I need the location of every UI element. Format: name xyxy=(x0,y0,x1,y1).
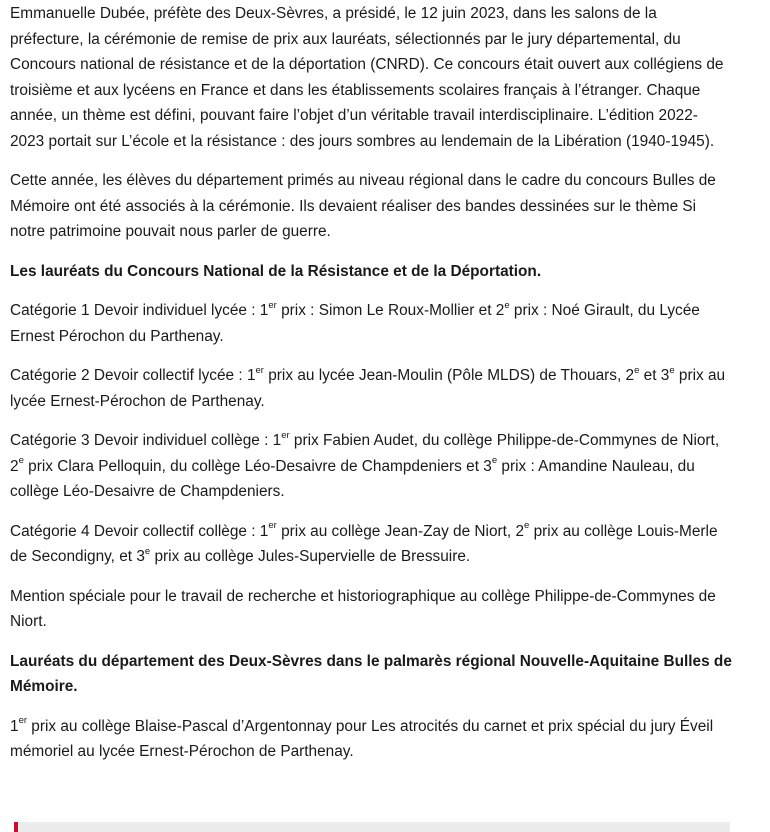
bulles-laureates-heading: Lauréats du département des Deux-Sèvres dans le palmarès régional Nouvelle-Aquitaine Bulles de Mémoire. xyxy=(10,652,732,695)
cat4-sup-3: e xyxy=(144,545,151,557)
cat4-text-1: Catégorie 4 Devoir collectif collège : 1 xyxy=(10,522,269,540)
bulles-sup-1: er xyxy=(18,715,28,727)
article-body xyxy=(10,0,732,779)
cat4-sup-1: er xyxy=(268,520,277,532)
cat2-sup-2: e xyxy=(634,364,640,376)
cat2-sup-3: e xyxy=(669,364,675,376)
cat2-text-3: et 3 xyxy=(639,367,670,384)
cat4-text-3: prix au collège Louis-Merle de Secondigny, et 3 xyxy=(10,522,718,565)
next-section-bar xyxy=(14,822,730,832)
cat2-text-2: prix au lycée Jean-Moulin (Pôle MLDS) de Thouars, 2 xyxy=(263,367,635,384)
cat2-text-1: Catégorie 2 Devoir collectif lycée : 1 xyxy=(10,367,256,384)
category-3-paragraph xyxy=(10,428,732,505)
cat4-text-2: prix au collège Jean-Zay de Niort, 2 xyxy=(276,522,525,540)
bulles-prize-paragraph xyxy=(10,714,732,765)
bulles-text-1: prix au collège Blaise-Pascal d’Argentonnay pour Les atrocités du carnet et prix spécial du jury Éveil mémoriel au lycée Ernest-Pérochon de Parthenay. xyxy=(10,717,714,760)
cat3-sup-3: e xyxy=(491,455,498,467)
bulles-paragraph: Cette année, les élèves du département primés au niveau régional dans le cadre du concours Bulles de Mémoire ont été associés à la cérémonie. Ils devaient réaliser des bandes dessinées sur le thème Si notre patrimoine pouvait nous parler de guerre. xyxy=(10,172,716,240)
cat2-text-4: prix au lycée Ernest-Pérochon de Parthenay. xyxy=(10,367,726,410)
cat3-text-1: Catégorie 3 Devoir individuel collège : 1 xyxy=(10,432,282,449)
cat3-text-4: prix : Amandine Nauleau, du collège Léo-Desaivre de Champdeniers. xyxy=(10,457,695,500)
cat4-sup-2: e xyxy=(524,520,530,532)
category-4-paragraph xyxy=(10,519,732,570)
cat4-text-4: prix au collège Jules-Supervielle de Bressuire. xyxy=(150,548,471,565)
cat2-sup-1: er xyxy=(255,364,264,376)
cat1-sup-2: e xyxy=(504,299,510,311)
cat3-text-3: prix Clara Pelloquin, du collège Léo-Desaivre de Champdeniers et 3 xyxy=(23,457,492,475)
cat3-sup-1: er xyxy=(281,429,290,441)
category-2-paragraph xyxy=(10,363,732,414)
cnrd-laureates-heading: Les lauréats du Concours National de la Résistance et de la Déportation. xyxy=(10,262,542,280)
cat1-text-1: Catégorie 1 Devoir individuel lycée : 1 xyxy=(10,302,269,319)
accent-stripe xyxy=(14,822,18,832)
cat1-text-2: prix : Simon Le Roux-Mollier et 2 xyxy=(276,302,505,319)
category-1-paragraph xyxy=(10,298,732,349)
special-mention-paragraph: Mention spéciale pour le travail de recherche et historiographique au collège Philippe-de-Commynes de Niort. xyxy=(10,587,716,630)
cat1-sup-1: er xyxy=(268,299,277,311)
cat3-sup-2: e xyxy=(18,455,24,467)
intro-paragraph: Emmanuelle Dubée, préfète des Deux-Sèvres, a présidé, le 12 juin 2023, dans les salons de la préfecture, la cérémonie de remise de prix aux lauréats, sélectionnés par le jury départemental, du Concours national de résistance et de la déportation (CNRD). Ce concours était ouvert aux collégiens de troisième et aux lycéens en France et dans les établissements scolaires français à l’étranger. Chaque année, un thème est défini, pouvant faire l’objet d’un véritable travail interdisciplinaire. L’édition 2022-2023 portait sur L’école et la résistance : des jours sombres au lendemain de la Libération (1940-1945). xyxy=(10,5,724,150)
cat1-text-3: prix : Noé Girault, du Lycée Ernest Pérochon du Parthenay. xyxy=(10,302,700,345)
bulles-prefix: 1 xyxy=(10,717,19,735)
cat3-text-2: prix Fabien Audet, du collège Philippe-de-Commynes de Niort, 2 xyxy=(10,432,720,475)
